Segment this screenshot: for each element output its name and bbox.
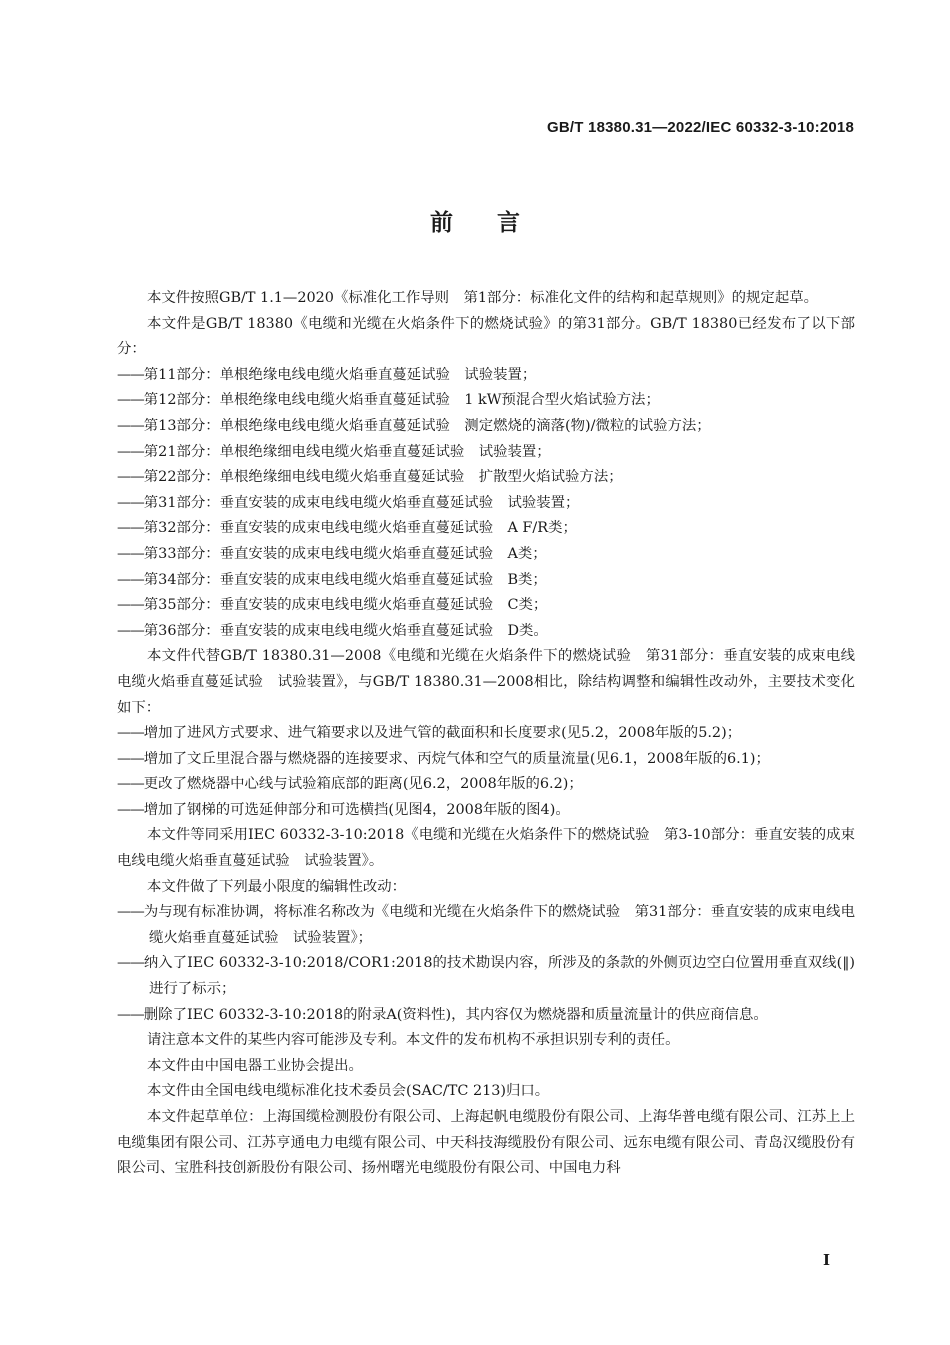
- dash-mark: ——: [117, 955, 144, 972]
- paragraph: 请注意本文件的某些内容可能涉及专利。本文件的发布机构不承担识别专利的责任。: [147, 1032, 680, 1049]
- dash-mark: ——: [117, 904, 144, 921]
- list-item-text: 第33部分：垂直安装的成束电线电缆火焰垂直蔓延试验 A类；: [143, 545, 547, 562]
- dash-mark: ——: [117, 443, 144, 460]
- list-item: [117, 388, 855, 414]
- dash-mark: ——: [117, 622, 144, 639]
- page-title: 前言: [430, 210, 564, 236]
- list-item-text: 第21部分：单根绝缘细电线电缆火焰垂直蔓延试验 试验装置；: [143, 443, 551, 460]
- list-item: [117, 414, 855, 440]
- list-item: [117, 465, 855, 491]
- dash-mark: ——: [117, 392, 144, 409]
- list-item-text: 第13部分：单根绝缘电线电缆火焰垂直蔓延试验 测定燃烧的滴落(物)/微粒的试验方法；: [143, 417, 711, 434]
- paragraph: 本文件等同采用IEC 60332-3-10:2018《电缆和光缆在火焰条件下的燃烧试验 第3-10部分：垂直安装的成束电线电缆火焰垂直蔓延试验 试验装置》。: [117, 827, 855, 870]
- list-item: [117, 363, 855, 389]
- list-item: [117, 568, 855, 594]
- standard-code: GB/T 18380.31—2022/IEC 60332-3-10:2018: [547, 119, 854, 136]
- dash-mark: ——: [117, 545, 144, 562]
- page-number: I: [822, 1251, 830, 1269]
- list-item-text: 更改了燃烧器中心线与试验箱底部的距离(见6.2，2008年版的6.2)；: [143, 776, 583, 793]
- foreword-body: [117, 286, 855, 1182]
- list-item-text: 删除了IEC 60332-3-10:2018的附录A(资料性)，其内容仅为燃烧器和质量流量计的供应商信息。: [143, 1006, 768, 1023]
- list-item-text: 第11部分：单根绝缘电线电缆火焰垂直蔓延试验 试验装置；: [143, 366, 537, 383]
- list-item: [117, 593, 855, 619]
- dash-mark: ——: [117, 1006, 144, 1023]
- paragraph: 本文件代替GB/T 18380.31—2008《电缆和光缆在火焰条件下的燃烧试验 第31部分：垂直安装的成束电线电缆火焰垂直蔓延试验 试验装置》，与GB/T 18380.31—2008相比，除结构调整和编辑性改动外，主要技术变化如下：: [117, 648, 855, 716]
- list-item-text: 第31部分：垂直安装的成束电线电缆火焰垂直蔓延试验 试验装置；: [143, 494, 580, 511]
- paragraph: 本文件起草单位：上海国缆检测股份有限公司、上海起帆电缆股份有限公司、上海华普电缆有限公司、江苏上上电缆集团有限公司、江苏亨通电力电缆有限公司、中天科技海缆股份有限公司、远东电缆有限公司、青岛汉缆股份有限公司、宝胜科技创新股份有限公司、扬州曙光电缆股份有限公司、中国电力科: [117, 1109, 855, 1177]
- list-item: [117, 747, 855, 773]
- list-item: [117, 798, 855, 824]
- list-item: [117, 542, 855, 568]
- list-item-text: 为与现有标准协调，将标准名称改为《电缆和光缆在火焰条件下的燃烧试验 第31部分：垂直安装的成束电线电缆火焰垂直蔓延试验 试验装置》；: [143, 904, 855, 946]
- list-item-text: 增加了文丘里混合器与燃烧器的连接要求、丙烷气体和空气的质量流量(见6.1，2008年版的6.1)；: [143, 750, 770, 767]
- dash-mark: ——: [117, 571, 144, 588]
- list-item: [117, 951, 855, 1002]
- dash-mark: ——: [117, 494, 144, 511]
- list-item: [117, 619, 855, 645]
- dash-mark: ——: [117, 801, 144, 818]
- paragraph: 本文件由中国电器工业协会提出。: [147, 1057, 363, 1074]
- dash-mark: ——: [117, 520, 144, 537]
- dash-mark: ——: [117, 750, 144, 767]
- dash-mark: ——: [117, 776, 144, 793]
- dash-mark: ——: [117, 597, 144, 614]
- list-item: [117, 721, 855, 747]
- list-item-text: 第22部分：单根绝缘细电线电缆火焰垂直蔓延试验 扩散型火焰试验方法；: [143, 469, 623, 486]
- list-item-text: 纳入了IEC 60332-3-10:2018/COR1:2018的技术勘误内容，所涉及的条款的外侧页边空白位置用垂直双线(‖)进行了标示；: [143, 955, 855, 998]
- list-item-text: 第35部分：垂直安装的成束电线电缆火焰垂直蔓延试验 C类；: [143, 597, 548, 614]
- paragraph: 本文件做了下列最小限度的编辑性改动：: [147, 878, 407, 895]
- list-item-text: 第36部分：垂直安装的成束电线电缆火焰垂直蔓延试验 D类。: [143, 622, 548, 639]
- list-item: [117, 440, 855, 466]
- list-item: [117, 772, 855, 798]
- list-item: [117, 491, 855, 517]
- list-item: [117, 1003, 855, 1029]
- list-item-text: 第34部分：垂直安装的成束电线电缆火焰垂直蔓延试验 B类；: [143, 571, 547, 588]
- list-item-text: 增加了钢梯的可选延伸部分和可选横挡(见图4，2008年版的图4)。: [143, 801, 570, 818]
- dash-mark: ——: [117, 725, 144, 742]
- list-item-text: 第12部分：单根绝缘电线电缆火焰垂直蔓延试验 1 kW预混合型火焰试验方法；: [143, 392, 660, 409]
- paragraph: 本文件按照GB/T 1.1—2020《标准化工作导则 第1部分：标准化文件的结构和起草规则》的规定起草。: [147, 290, 818, 306]
- list-item: [117, 516, 855, 542]
- dash-mark: ——: [117, 469, 144, 486]
- list-item: [117, 900, 855, 951]
- dash-mark: ——: [117, 366, 144, 383]
- list-item-text: 第32部分：垂直安装的成束电线电缆火焰垂直蔓延试验 A F/R类；: [143, 520, 577, 537]
- list-item-text: 增加了进风方式要求、进气箱要求以及进气管的截面积和长度要求(见5.2，2008年版的5.2)；: [143, 725, 742, 742]
- paragraph: 本文件是GB/T 18380《电缆和光缆在火焰条件下的燃烧试验》的第31部分。GB/T 18380已经发布了以下部分：: [117, 315, 855, 358]
- paragraph: 本文件由全国电线电缆标准化技术委员会(SAC/TC 213)归口。: [147, 1083, 550, 1100]
- dash-mark: ——: [117, 417, 144, 434]
